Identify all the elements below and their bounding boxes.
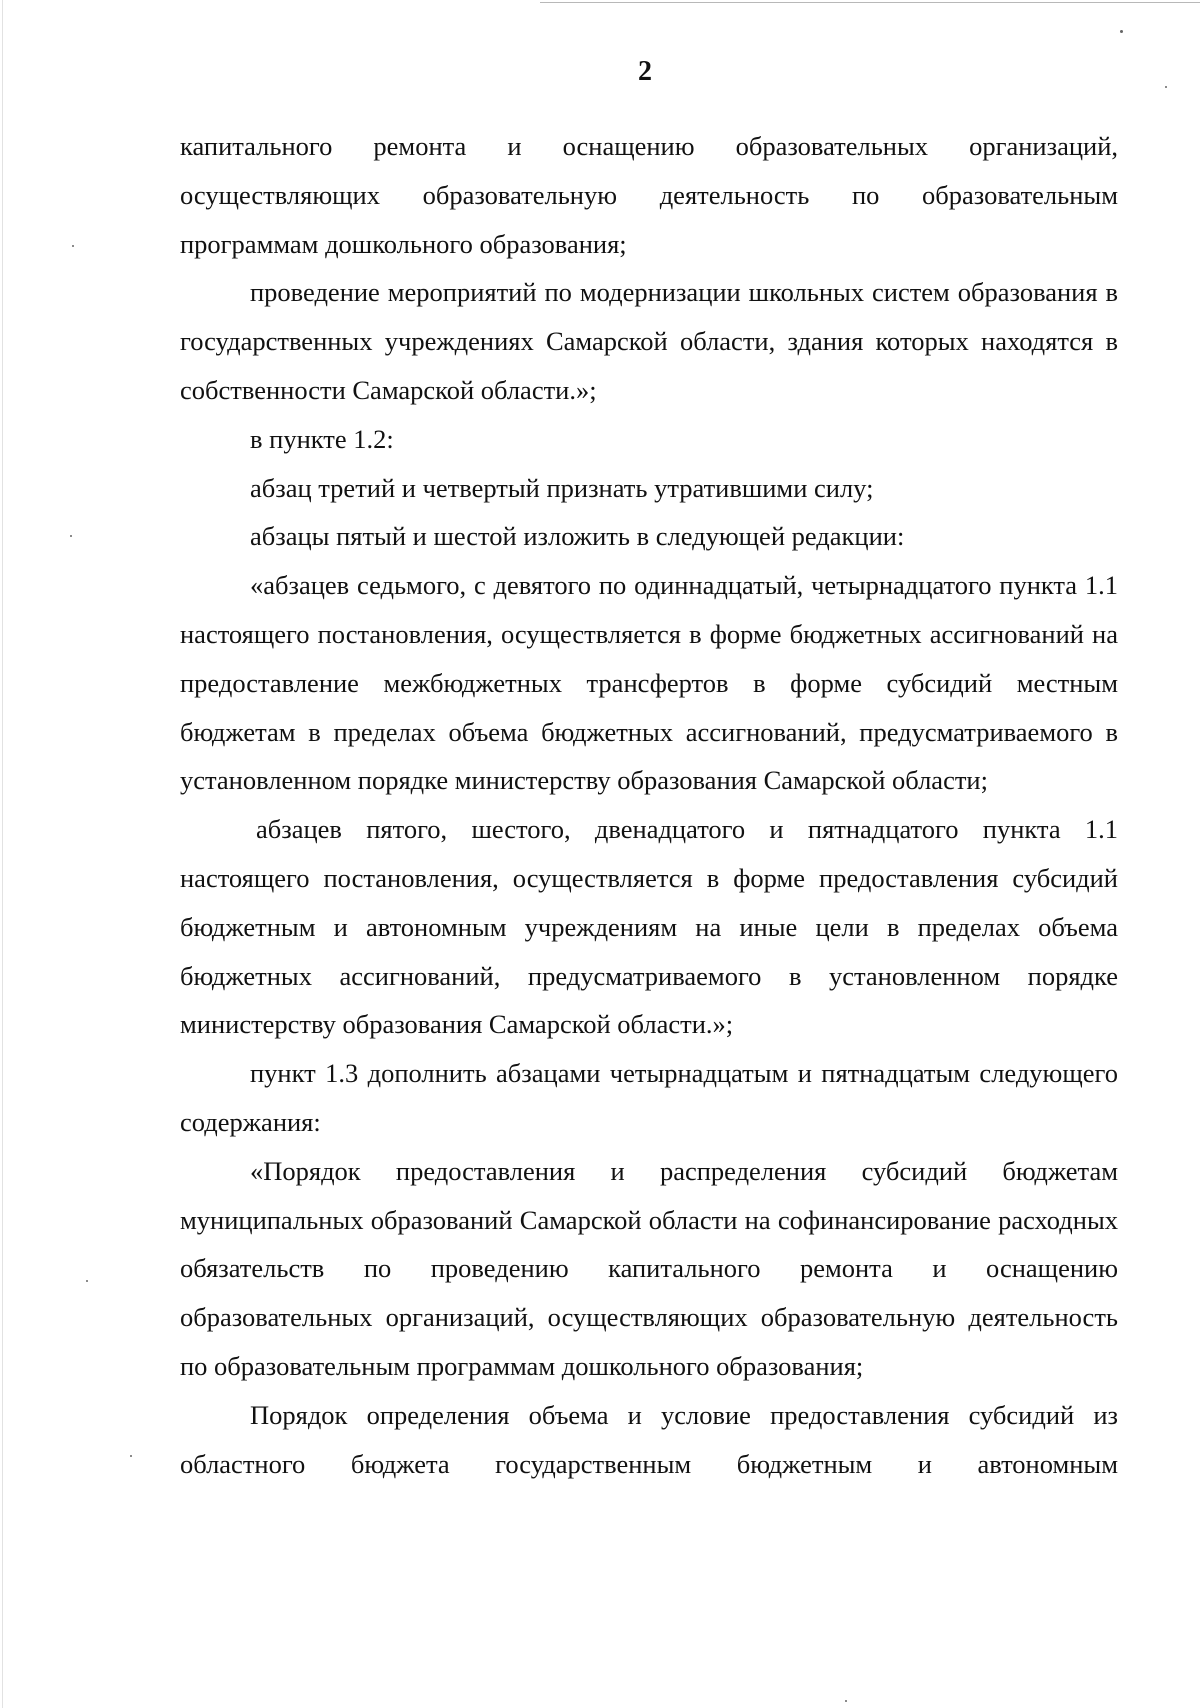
paragraph: проведение мероприятий по модернизации школьных систем образования в государственных учреждениях Самарской области, здания которых находятся в собственности Самарской области.»; xyxy=(180,277,1118,405)
scan-speck xyxy=(86,1280,88,1282)
paragraph: «абзацев седьмого, с девятого по одиннадцатый, четырнадцатого пункта 1.1 настоящего постановления, осуществляется в форме бюджетных ассигнований на предоставление межбюджетных трансфертов в форме субсидий местным бюджетам в пределах объема бюджетных ассигнований, предусматриваемого в установленном порядке министерству образования Самарской области; xyxy=(180,570,1118,796)
paragraph: пункт 1.3 дополнить абзацами четырнадцатым и пятнадцатым следующего содержания: xyxy=(180,1058,1118,1137)
paragraph: капитального ремонта и оснащению образовательных организаций, осуществляющих образовательную деятельность по образовательным программам дошкольного образования; xyxy=(180,131,1118,259)
document-body xyxy=(180,122,1118,1488)
page-number: 2 xyxy=(638,56,652,87)
scan-speck xyxy=(130,1455,132,1457)
scan-edge-top xyxy=(540,2,1200,3)
paragraph: Порядок определения объема и условие предоставления субсидий из областного бюджета государственным бюджетным и автономным xyxy=(180,1399,1118,1479)
scan-edge-left xyxy=(2,0,3,1708)
paragraph: в пункте 1.2: xyxy=(250,423,394,454)
scan-speck xyxy=(1120,30,1123,33)
paragraph: абзац третий и четвертый признать утратившими силу; xyxy=(250,472,874,503)
scan-speck xyxy=(845,1700,847,1702)
scan-speck xyxy=(70,535,72,537)
paragraph: абзацы пятый и шестой изложить в следующей редакции: xyxy=(250,521,905,552)
paragraph: абзацев пятого, шестого, двенадцатого и пятнадцатого пункта 1.1 настоящего постановления, осуществляется в форме предоставления субсидий бюджетным и автономным учреждениям на иные цели в пределах объема бюджетных ассигнований, предусматриваемого в установленном порядке министерству образования Самарской области.»; xyxy=(180,814,1118,1040)
paragraph: «Порядок предоставления и распределения субсидий бюджетам муниципальных образований Самарской области на софинансирование расходных обязательств по проведению капитального ремонта и оснащению образовательных организаций, осуществляющих образовательную деятельность по образовательным программам дошкольного образования; xyxy=(180,1155,1118,1381)
scan-speck xyxy=(72,245,74,247)
